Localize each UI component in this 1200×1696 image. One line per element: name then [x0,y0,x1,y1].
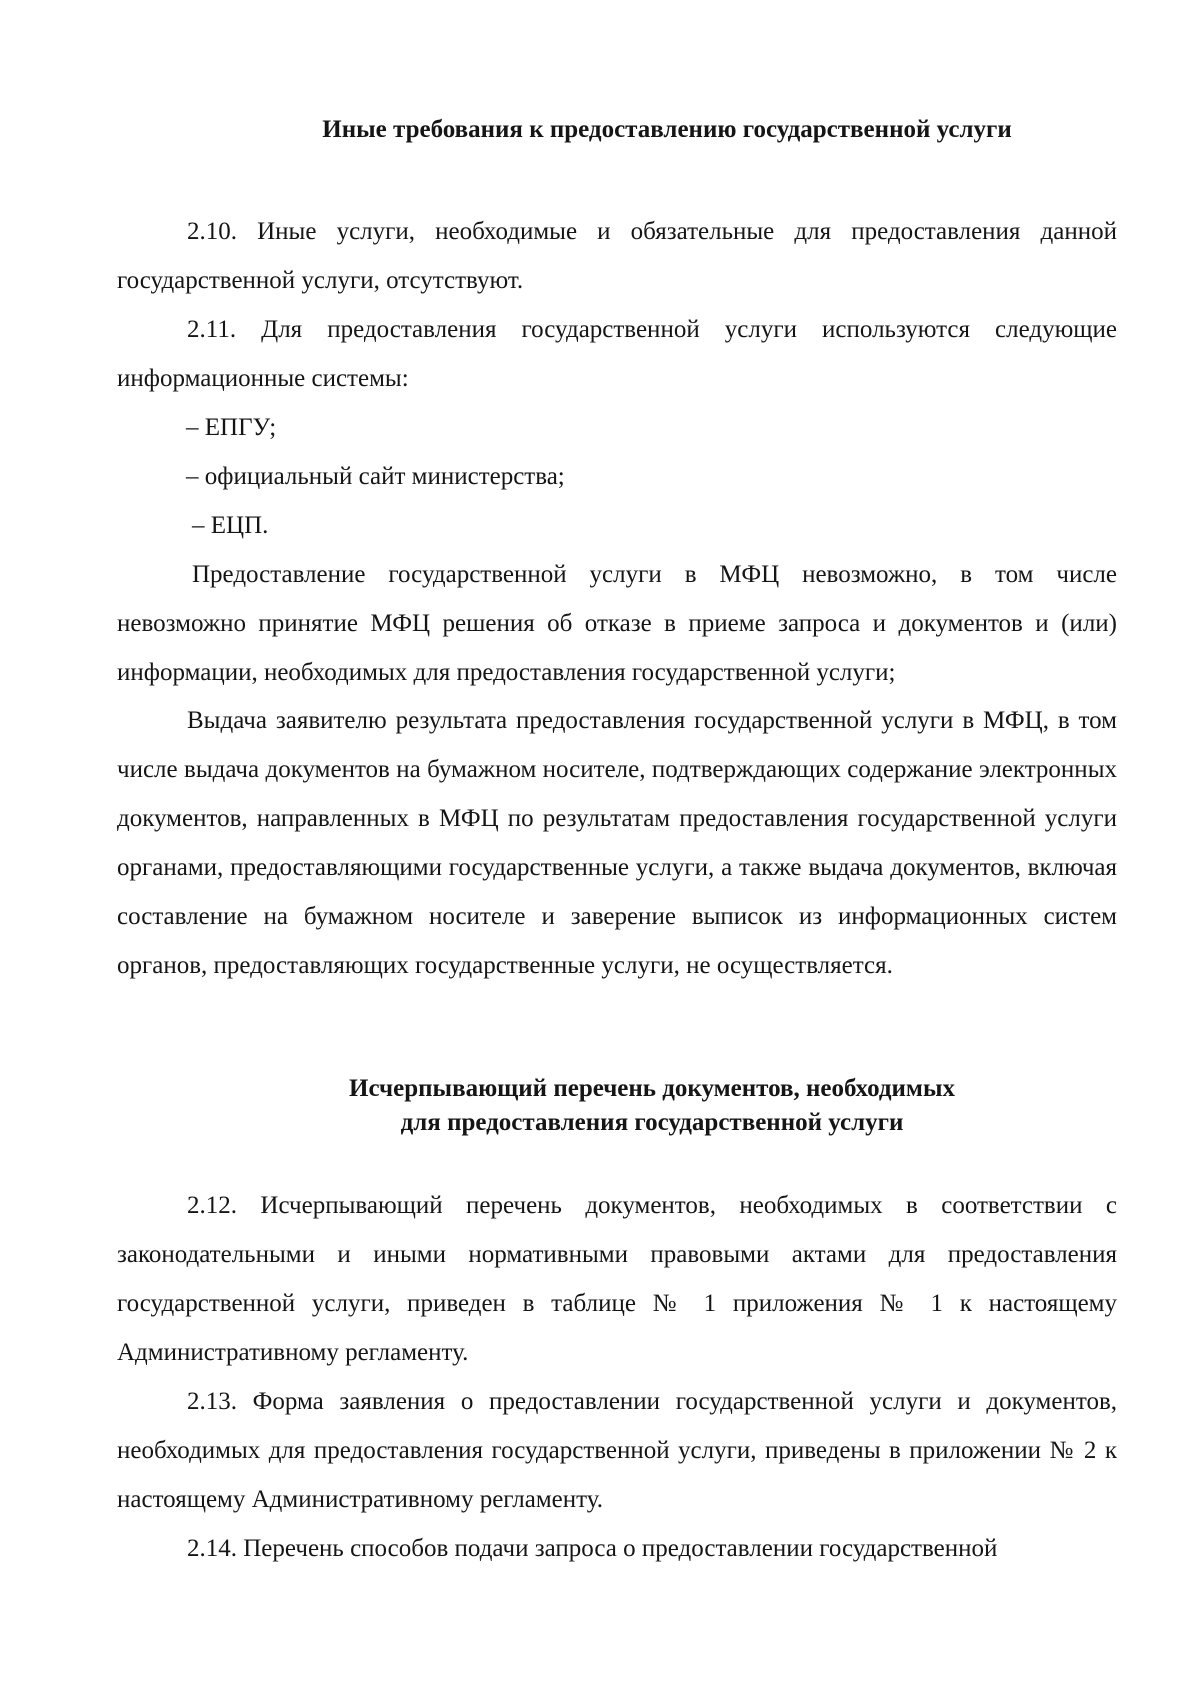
list-item-epgu: – ЕПГУ; [186,414,277,441]
section-heading-document-list [152,1072,1152,1140]
section-heading-line-1: Исчерпывающий перечень документов, необходимых [349,1075,955,1102]
paragraph-2-13: 2.13. Форма заявления о предоставлении государственной услуги и документов, необходимых для предоставления государственной услуги, приведены в приложении № 2 к настоящему Административному регламенту. [117,1388,1117,1513]
paragraph-mfc-provision: Предоставление государственной услуги в МФЦ невозможно, в том числе невозможно принятие МФЦ решения об отказе в приеме запроса и документов и (или) информации, необходимых для предоставления государственной услуги; [117,561,1117,686]
paragraph-2-12: 2.12. Исчерпывающий перечень документов, необходимых в соответствии с законодательными и иными нормативными правовыми актами для предоставления государственной услуги, приведен в таблице № 1 приложения № 1 к настоящему Административному регламенту. [117,1192,1117,1366]
paragraph-2-10: 2.10. Иные услуги, необходимые и обязательные для предоставления данной государственной услуги, отсутствуют. [117,218,1117,294]
paragraph-2-14: 2.14. Перечень способов подачи запроса о предоставлении государственной [187,1535,998,1562]
paragraph-mfc-result-issue: Выдача заявителю результата предоставления государственной услуги в МФЦ, в том числе выдача документов на бумажном носителе, подтверждающих содержание электронных документов, направленных в МФЦ по результатам предоставления государственной услуги органами, предоставляющими государственные услуги, а также выдача документов, включая составление на бумажном носителе и заверение выписок из информационных систем органов, предоставляющих государственные услуги, не осуществляется. [117,707,1117,979]
section-heading-other-requirements: Иные требования к предоставлению государственной услуги [322,116,1012,143]
paragraph-2-11: 2.11. Для предоставления государственной услуги используются следующие информационные системы: [117,316,1117,392]
list-item-ecp: – ЕЦП. [192,512,269,539]
list-item-official-site: – официальный сайт министерства; [186,463,565,490]
section-heading-line-2: для предоставления государственной услуги [400,1109,904,1136]
